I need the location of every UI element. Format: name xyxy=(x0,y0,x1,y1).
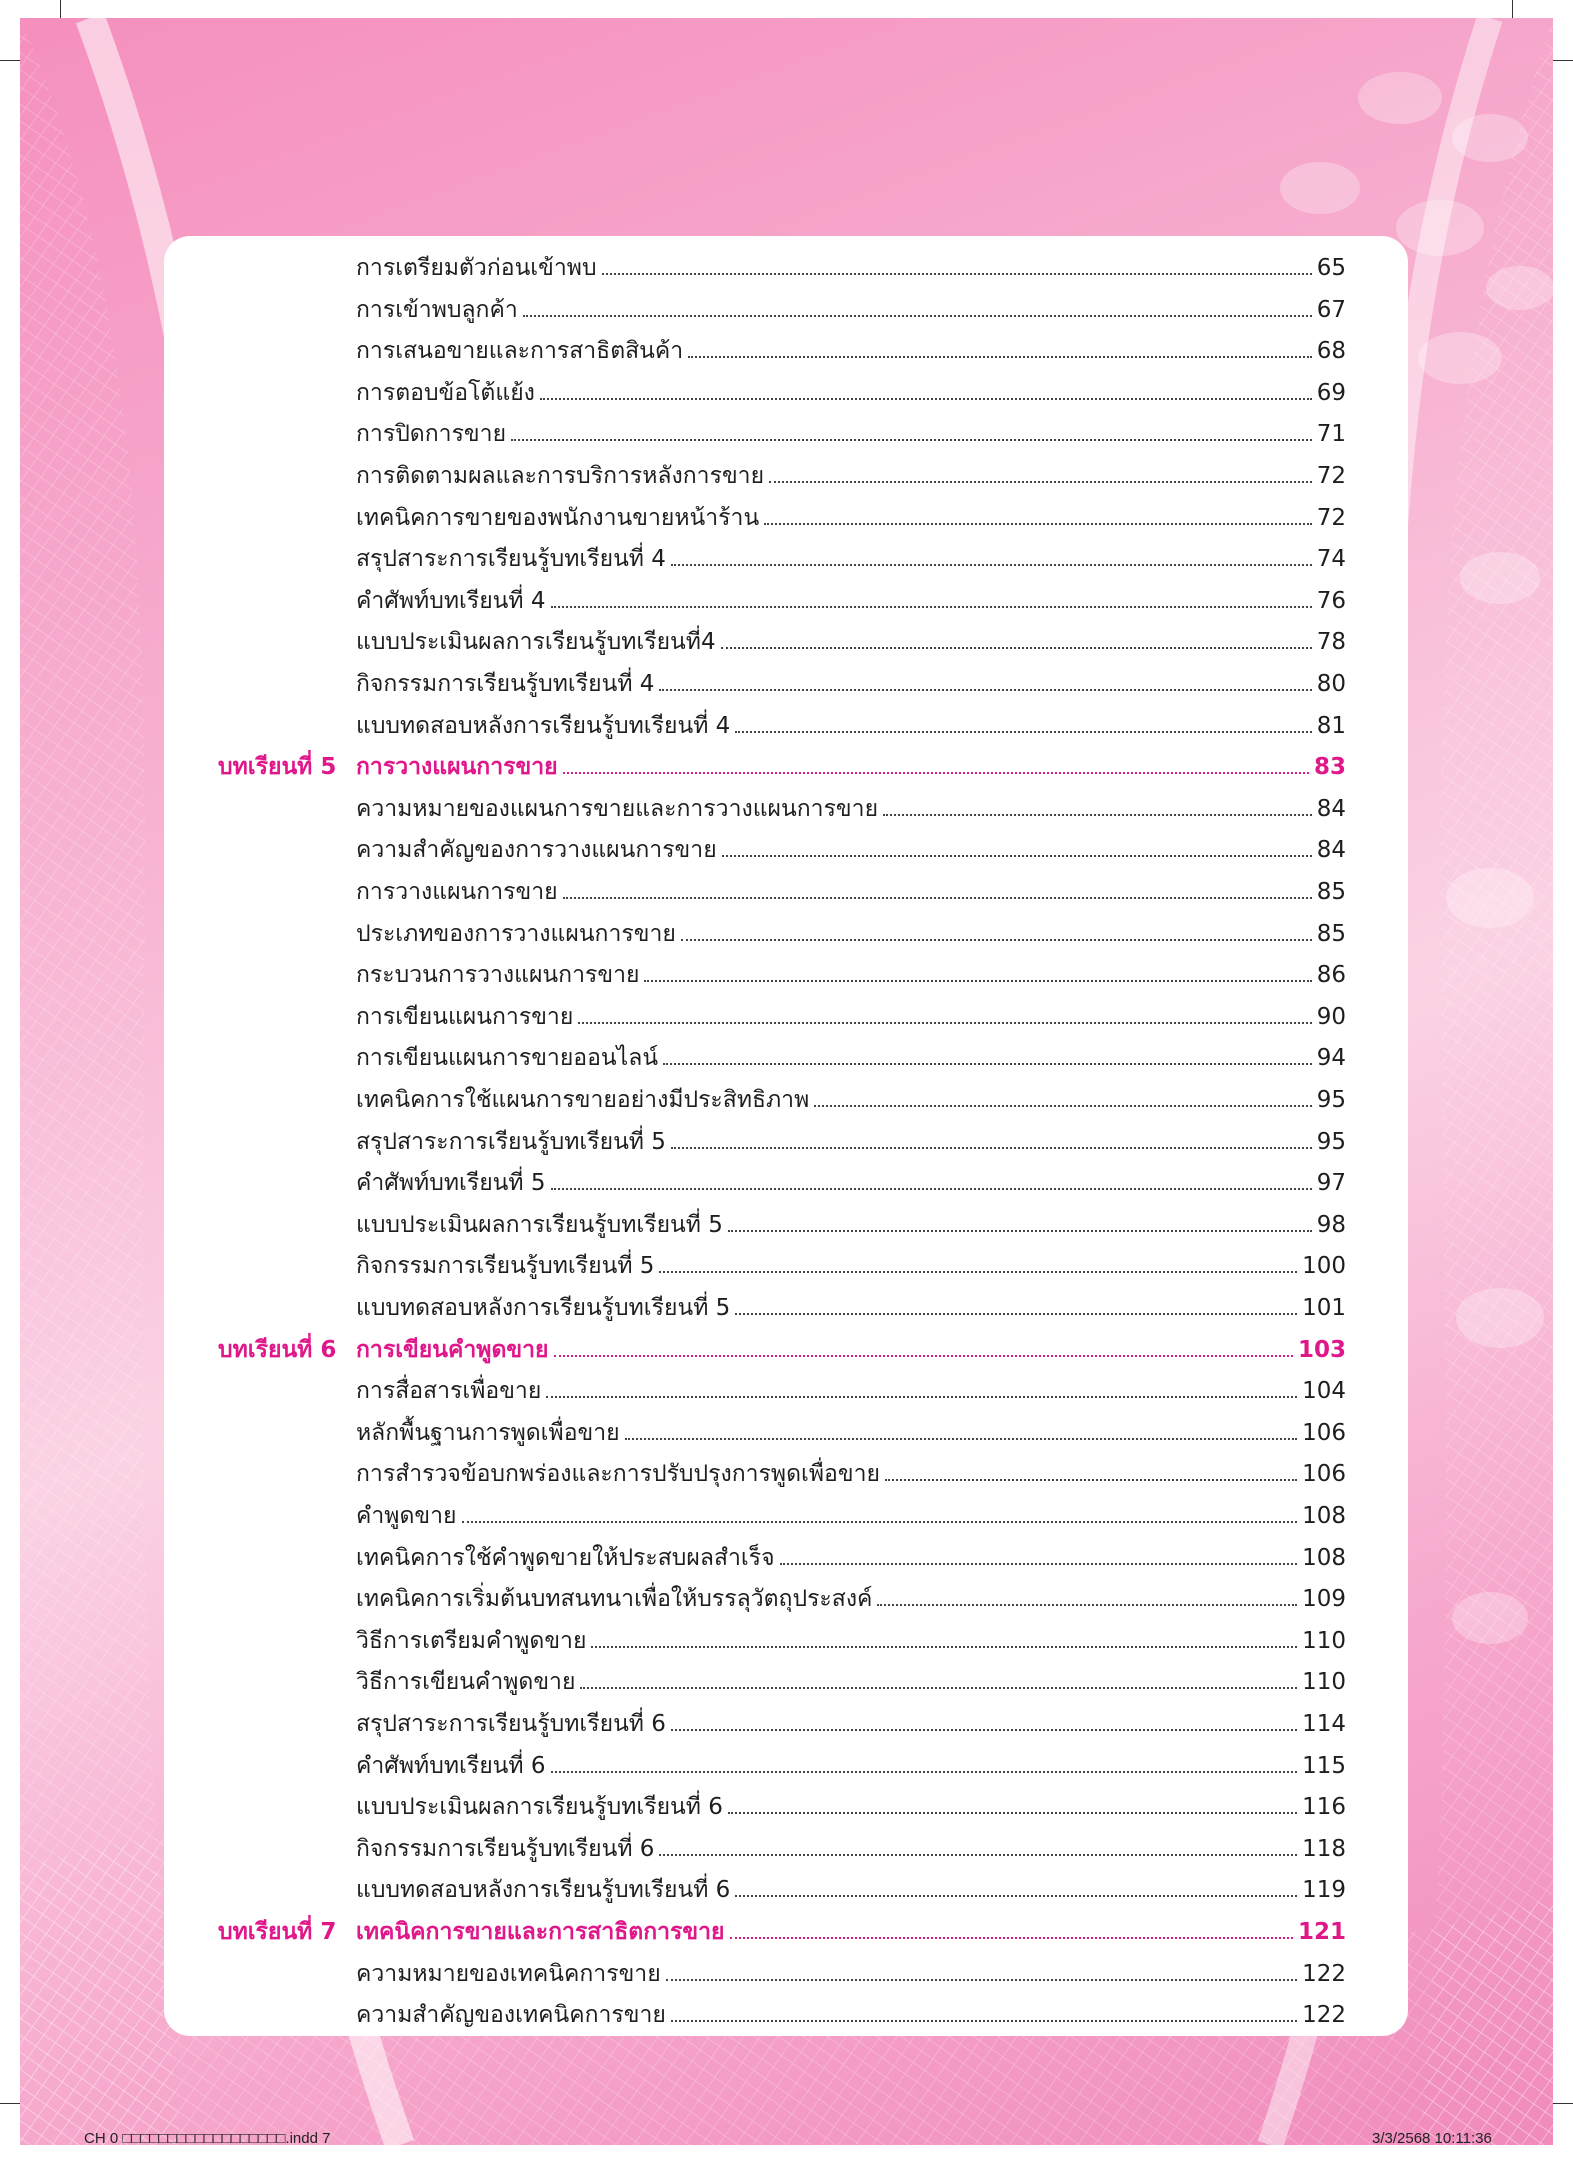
toc-entry-title: ความหมายของเทคนิคการขาย xyxy=(356,1961,661,1987)
toc-entry-page-number: 80 xyxy=(1316,671,1346,697)
toc-entry-page-number: 119 xyxy=(1302,1877,1346,1903)
toc-entry-title: สรุปสาระการเรียนรู้บทเรียนที่ 6 xyxy=(356,1711,666,1737)
toc-entry-title: การปิดการขาย xyxy=(356,421,507,447)
toc-entry-title: ความสำคัญของเทคนิคการขาย xyxy=(356,2002,666,2028)
toc-chapter-entry[interactable] xyxy=(356,1907,1346,1947)
toc-entry-page-number: 65 xyxy=(1316,255,1346,281)
dot-leader xyxy=(735,1894,1297,1897)
toc-entry-page-number: 90 xyxy=(1316,1004,1346,1030)
toc-entry[interactable] xyxy=(356,1241,1346,1281)
toc-entry-title: ความหมายของแผนการขายและการวางแผนการขาย xyxy=(356,796,879,822)
toc-entry-page-number: 95 xyxy=(1316,1087,1346,1113)
dot-leader xyxy=(735,730,1311,733)
toc-entry-page-number: 106 xyxy=(1302,1461,1346,1487)
dot-leader xyxy=(671,2019,1297,2022)
toc-entry-page-number: 85 xyxy=(1316,879,1346,905)
toc-entry[interactable] xyxy=(356,326,1346,366)
toc-entry[interactable] xyxy=(356,825,1346,865)
dot-leader xyxy=(730,1936,1293,1939)
toc-entry-title: การตอบข้อโต้แย้ง xyxy=(356,380,535,406)
toc-entry[interactable] xyxy=(356,992,1346,1032)
toc-entry-page-number: 72 xyxy=(1316,505,1346,531)
toc-entry[interactable] xyxy=(356,243,1346,283)
toc-entry-title: การเข้าพบลูกค้า xyxy=(356,297,518,323)
toc-entry[interactable] xyxy=(356,1283,1346,1323)
dot-leader xyxy=(523,314,1312,317)
dot-leader xyxy=(563,771,1309,774)
dot-leader xyxy=(462,1520,1298,1523)
toc-entry-title: คำศัพท์บทเรียนที่ 4 xyxy=(356,588,546,614)
dot-leader xyxy=(814,1104,1311,1107)
dot-leader xyxy=(728,1229,1312,1232)
dot-leader xyxy=(563,896,1312,899)
toc-entry[interactable] xyxy=(356,1075,1346,1115)
toc-entry[interactable] xyxy=(356,368,1346,408)
toc-entry-page-number: 69 xyxy=(1316,380,1346,406)
toc-entry[interactable] xyxy=(356,493,1346,533)
toc-entry-title: เทคนิคการเริ่มต้นบทสนทนาเพื่อให้บรรลุวัตถุประสงค์ xyxy=(356,1586,873,1612)
toc-entry-page-number: 76 xyxy=(1316,588,1346,614)
chapter-label: บทเรียนที่ 5 xyxy=(218,754,337,780)
chapter-label: บทเรียนที่ 6 xyxy=(218,1337,337,1363)
toc-entry-page-number: 122 xyxy=(1302,1961,1346,1987)
toc-entry[interactable] xyxy=(356,1616,1346,1656)
toc-entry-title: แบบทดสอบหลังการเรียนรู้บทเรียนที่ 5 xyxy=(356,1295,731,1321)
dot-leader xyxy=(578,1021,1311,1024)
dot-leader xyxy=(877,1603,1297,1606)
footer-timestamp: 3/3/2568 10:11:36 xyxy=(1372,2130,1492,2147)
toc-entry-page-number: 108 xyxy=(1302,1545,1346,1571)
toc-entry-title: แบบประเมินผลการเรียนรู้บทเรียนที่4 xyxy=(356,629,716,655)
toc-entry-title: การติดตามผลและการบริการหลังการขาย xyxy=(356,463,765,489)
footer-file-name: CH 0 □□□□□□□□□□□□□□□□□□.indd 7 xyxy=(84,2130,331,2147)
toc-entry[interactable] xyxy=(356,1824,1346,1864)
toc-entry[interactable] xyxy=(356,451,1346,491)
dot-leader xyxy=(554,1354,1293,1357)
dot-leader xyxy=(551,605,1312,608)
dot-leader xyxy=(780,1562,1297,1565)
toc-entry-title: การสำรวจข้อบกพร่องและการปรับปรุงการพูดเพื่อขาย xyxy=(356,1461,880,1487)
toc-entry-page-number: 98 xyxy=(1316,1212,1346,1238)
toc-entry-title: คำพูดขาย xyxy=(356,1503,457,1529)
toc-entry[interactable] xyxy=(356,409,1346,449)
dot-leader xyxy=(591,1645,1297,1648)
toc-entry-title: การเขียนแผนการขาย xyxy=(356,1004,574,1030)
toc-entry[interactable] xyxy=(356,1533,1346,1573)
toc-entry[interactable] xyxy=(356,1449,1346,1489)
toc-entry-title: วิธีการเตรียมคำพูดขาย xyxy=(356,1628,587,1654)
toc-entry-title: การเตรียมตัวก่อนเข้าพบ xyxy=(356,255,597,281)
toc-entry[interactable] xyxy=(356,1782,1346,1822)
toc-entry-page-number: 68 xyxy=(1316,338,1346,364)
dot-leader xyxy=(722,854,1312,857)
toc-entry-title: คำศัพท์บทเรียนที่ 6 xyxy=(356,1753,546,1779)
toc-entry[interactable] xyxy=(356,1408,1346,1448)
toc-entry-title: การสื่อสารเพื่อขาย xyxy=(356,1378,542,1404)
dot-leader xyxy=(688,355,1312,358)
toc-entry-page-number: 97 xyxy=(1316,1170,1346,1196)
toc-entry[interactable] xyxy=(356,784,1346,824)
toc-entry-title: กิจกรรมการเรียนรู้บทเรียนที่ 4 xyxy=(356,671,655,697)
toc-entry[interactable] xyxy=(356,1949,1346,1989)
toc-entry[interactable] xyxy=(356,659,1346,699)
toc-entry[interactable] xyxy=(356,1699,1346,1739)
dot-leader xyxy=(764,522,1312,525)
toc-entry[interactable] xyxy=(356,1033,1346,1073)
toc-entry-title: การเขียนคำพูดขาย xyxy=(356,1337,549,1363)
toc-entry[interactable] xyxy=(356,576,1346,616)
toc-entry-page-number: 116 xyxy=(1302,1794,1346,1820)
toc-entry-page-number: 118 xyxy=(1302,1836,1346,1862)
toc-entry-page-number: 81 xyxy=(1316,713,1346,739)
toc-entry-title: การวางแผนการขาย xyxy=(356,879,558,905)
toc-entry-page-number: 114 xyxy=(1302,1711,1346,1737)
toc-entry-page-number: 106 xyxy=(1302,1420,1346,1446)
toc-entry-page-number: 101 xyxy=(1302,1295,1346,1321)
dot-leader xyxy=(663,1062,1312,1065)
dot-leader xyxy=(511,438,1312,441)
dot-leader xyxy=(644,979,1311,982)
toc-entry-page-number: 103 xyxy=(1297,1337,1346,1363)
dot-leader xyxy=(671,563,1312,566)
toc-entry-title: กิจกรรมการเรียนรู้บทเรียนที่ 6 xyxy=(356,1836,655,1862)
dot-leader xyxy=(883,813,1312,816)
chapter-label: บทเรียนที่ 7 xyxy=(218,1919,337,1945)
toc-entry[interactable] xyxy=(356,1574,1346,1614)
toc-entry-page-number: 104 xyxy=(1302,1378,1346,1404)
dot-leader xyxy=(580,1686,1297,1689)
toc-entry-page-number: 100 xyxy=(1302,1253,1346,1279)
dot-leader xyxy=(885,1478,1297,1481)
toc-entry-title: แบบประเมินผลการเรียนรู้บทเรียนที่ 6 xyxy=(356,1794,723,1820)
toc-entry-title: หลักพื้นฐานการพูดเพื่อขาย xyxy=(356,1420,620,1446)
toc-entry-title: แบบทดสอบหลังการเรียนรู้บทเรียนที่ 6 xyxy=(356,1877,731,1903)
toc-entry-title: กิจกรรมการเรียนรู้บทเรียนที่ 5 xyxy=(356,1253,655,1279)
toc-entry-title: การเขียนแผนการขายออนไลน์ xyxy=(356,1045,659,1071)
toc-entry[interactable] xyxy=(356,1117,1346,1157)
toc-entry-page-number: 84 xyxy=(1316,796,1346,822)
toc-entry[interactable] xyxy=(356,867,1346,907)
toc-entry-page-number: 109 xyxy=(1302,1586,1346,1612)
toc-entry-title: สรุปสาระการเรียนรู้บทเรียนที่ 4 xyxy=(356,546,666,572)
toc-entry-title: วิธีการเขียนคำพูดขาย xyxy=(356,1669,576,1695)
dot-leader xyxy=(671,1728,1297,1731)
toc-entry-title: การเสนอขายและการสาธิตสินค้า xyxy=(356,338,684,364)
toc-entry-title: คำศัพท์บทเรียนที่ 5 xyxy=(356,1170,546,1196)
toc-entry[interactable] xyxy=(356,950,1346,990)
toc-entry-title: เทคนิคการใช้คำพูดขายให้ประสบผลสำเร็จ xyxy=(356,1545,775,1571)
toc-entry-page-number: 86 xyxy=(1316,962,1346,988)
toc-entry-title: แบบทดสอบหลังการเรียนรู้บทเรียนที่ 4 xyxy=(356,713,731,739)
toc-entry[interactable] xyxy=(356,1158,1346,1198)
toc-entry-title: เทคนิคการขายและการสาธิตการขาย xyxy=(356,1919,725,1945)
dot-leader xyxy=(602,272,1312,275)
toc-entry-page-number: 78 xyxy=(1316,629,1346,655)
toc-entry-page-number: 85 xyxy=(1316,921,1346,947)
toc-entry-page-number: 67 xyxy=(1316,297,1346,323)
dot-leader xyxy=(625,1437,1297,1440)
toc-entry-title: เทคนิคการขายของพนักงานขายหน้าร้าน xyxy=(356,505,760,531)
toc-entry-title: เทคนิคการใช้แผนการขายอย่างมีประสิทธิภาพ xyxy=(356,1087,810,1113)
toc-entry-title: กระบวนการวางแผนการขาย xyxy=(356,962,640,988)
toc-entry-title: แบบประเมินผลการเรียนรู้บทเรียนที่ 5 xyxy=(356,1212,723,1238)
toc-entry[interactable] xyxy=(356,617,1346,657)
toc-chapter-entry[interactable] xyxy=(356,1325,1346,1365)
toc-entry[interactable] xyxy=(356,1741,1346,1781)
toc-entry-page-number: 72 xyxy=(1316,463,1346,489)
toc-entry[interactable] xyxy=(356,1200,1346,1240)
toc-entry[interactable] xyxy=(356,1865,1346,1905)
dot-leader xyxy=(546,1395,1297,1398)
toc-entry-page-number: 115 xyxy=(1302,1753,1346,1779)
toc-chapter-entry[interactable] xyxy=(356,742,1346,782)
dot-leader xyxy=(671,1146,1312,1149)
toc-entry[interactable] xyxy=(356,534,1346,574)
dot-leader xyxy=(659,688,1311,691)
toc-entry-page-number: 71 xyxy=(1316,421,1346,447)
dot-leader xyxy=(659,1270,1297,1273)
dot-leader xyxy=(551,1187,1312,1190)
dot-leader xyxy=(666,1978,1297,1981)
toc-entry-page-number: 84 xyxy=(1316,837,1346,863)
dot-leader xyxy=(721,646,1312,649)
toc-entry-title: ประเภทของการวางแผนการขาย xyxy=(356,921,676,947)
toc-entry[interactable] xyxy=(356,285,1346,325)
dot-leader xyxy=(769,480,1312,483)
toc-entry-title: ความสำคัญของการวางแผนการขาย xyxy=(356,837,717,863)
toc-entry[interactable] xyxy=(356,701,1346,741)
toc-entry-page-number: 121 xyxy=(1297,1919,1346,1945)
dot-leader xyxy=(728,1811,1297,1814)
toc-entry-page-number: 108 xyxy=(1302,1503,1346,1529)
toc-entry-page-number: 83 xyxy=(1313,754,1346,780)
toc-entry[interactable] xyxy=(356,1366,1346,1406)
toc-entry[interactable] xyxy=(356,1657,1346,1697)
toc-entry-page-number: 110 xyxy=(1302,1628,1346,1654)
toc-entry[interactable] xyxy=(356,1990,1346,2030)
toc-entry-page-number: 95 xyxy=(1316,1129,1346,1155)
toc-entry[interactable] xyxy=(356,909,1346,949)
toc-entry[interactable] xyxy=(356,1491,1346,1531)
dot-leader xyxy=(551,1770,1298,1773)
toc-entry-page-number: 74 xyxy=(1316,546,1346,572)
toc-entry-title: สรุปสาระการเรียนรู้บทเรียนที่ 5 xyxy=(356,1129,666,1155)
toc-entry-page-number: 110 xyxy=(1302,1669,1346,1695)
dot-leader xyxy=(540,397,1312,400)
toc-entry-page-number: 94 xyxy=(1316,1045,1346,1071)
dot-leader xyxy=(681,938,1312,941)
toc-entry-title: การวางแผนการขาย xyxy=(356,754,558,780)
dot-leader xyxy=(735,1312,1297,1315)
dot-leader xyxy=(659,1853,1297,1856)
toc-entry-page-number: 122 xyxy=(1302,2002,1346,2028)
